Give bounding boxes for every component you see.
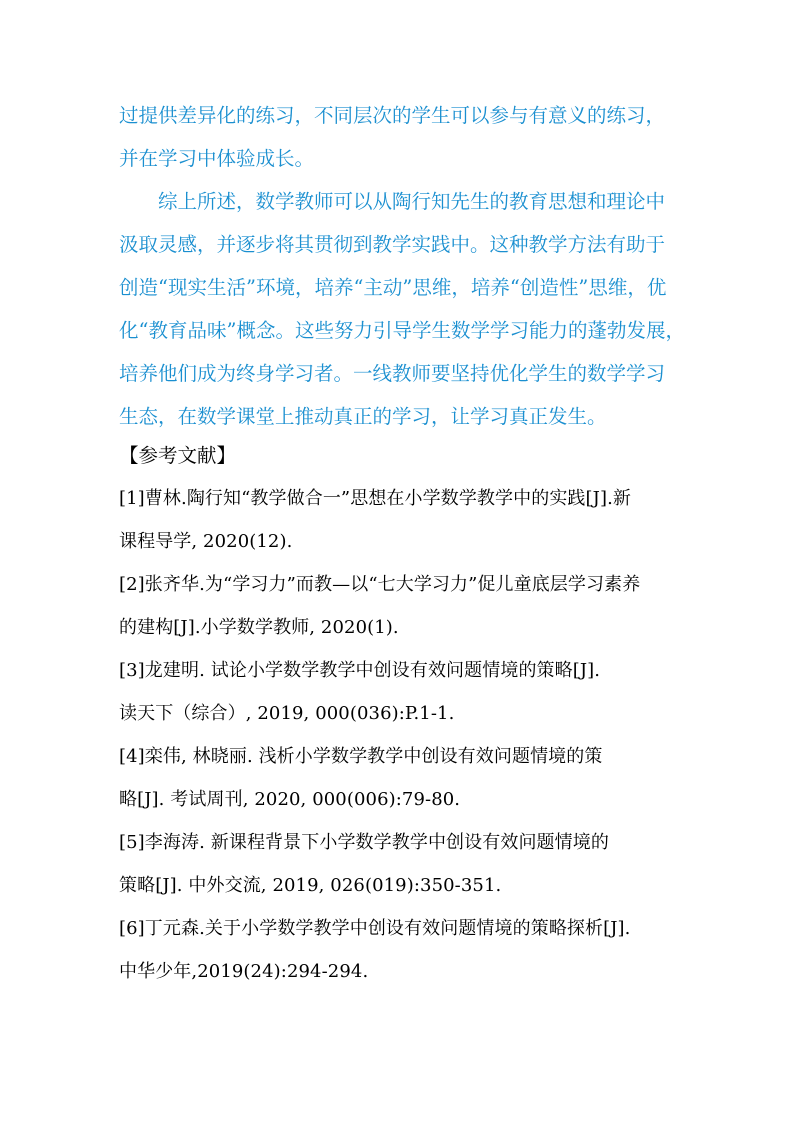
reference-line: 课程导学, 2020(12).: [119, 531, 293, 552]
paragraph-line: 创造“现实生活”环境，培养“主动”思维，培养“创造性”思维，优: [119, 276, 667, 299]
paragraph-line: 生态，在数学课堂上推动真正的学习，让学习真正发生。: [119, 405, 607, 428]
paragraph-line: 综上所述，数学教师可以从陶行知先生的教育思想和理论中: [158, 190, 666, 213]
reference-line: [2]张齐华.为“学习力”而教—以“七大学习力”促儿童底层学习素养: [119, 574, 641, 595]
reference-line: 中华少年,2019(24):294-294.: [119, 961, 369, 982]
reference-line: [6]丁元森.关于小学数学教学中创设有效问题情境的策略探析[J].: [119, 918, 631, 939]
reference-line: [3]龙建明. 试论小学数学教学中创设有效问题情境的策略[J].: [119, 660, 601, 681]
paragraph-line: 化“教育品味”概念。这些努力引导学生数学学习能力的蓬勃发展，: [119, 319, 685, 342]
references-heading: 【参考文献】: [119, 444, 237, 467]
paragraph-line: 并在学习中体验成长。: [119, 147, 315, 170]
paragraph-line: 汲取灵感，并逐步将其贯彻到教学实践中。这种教学方法有助于: [119, 233, 666, 256]
reference-line: 的建构[J].小学数学教师, 2020(1).: [119, 617, 399, 638]
paragraph-line: 培养他们成为终身学习者。一线教师要坚持优化学生的数学学习: [119, 362, 666, 385]
reference-line: 读天下（综合）, 2019, 000(036):P.1-1.: [119, 703, 455, 724]
reference-line: [4]栾伟, 林晓丽. 浅析小学数学教学中创设有效问题情境的策: [119, 746, 603, 767]
reference-line: [1]曹林.陶行知“教学做合一”思想在小学数学教学中的实践[J].新: [119, 488, 632, 509]
reference-line: 策略[J]. 中外交流, 2019, 026(019):350-351.: [119, 875, 502, 896]
reference-line: 略[J]. 考试周刊, 2020, 000(006):79-80.: [119, 789, 461, 810]
paragraph-line: 过提供差异化的练习，不同层次的学生可以参与有意义的练习，: [119, 104, 666, 127]
reference-line: [5]李海涛. 新课程背景下小学数学教学中创设有效问题情境的: [119, 832, 609, 853]
